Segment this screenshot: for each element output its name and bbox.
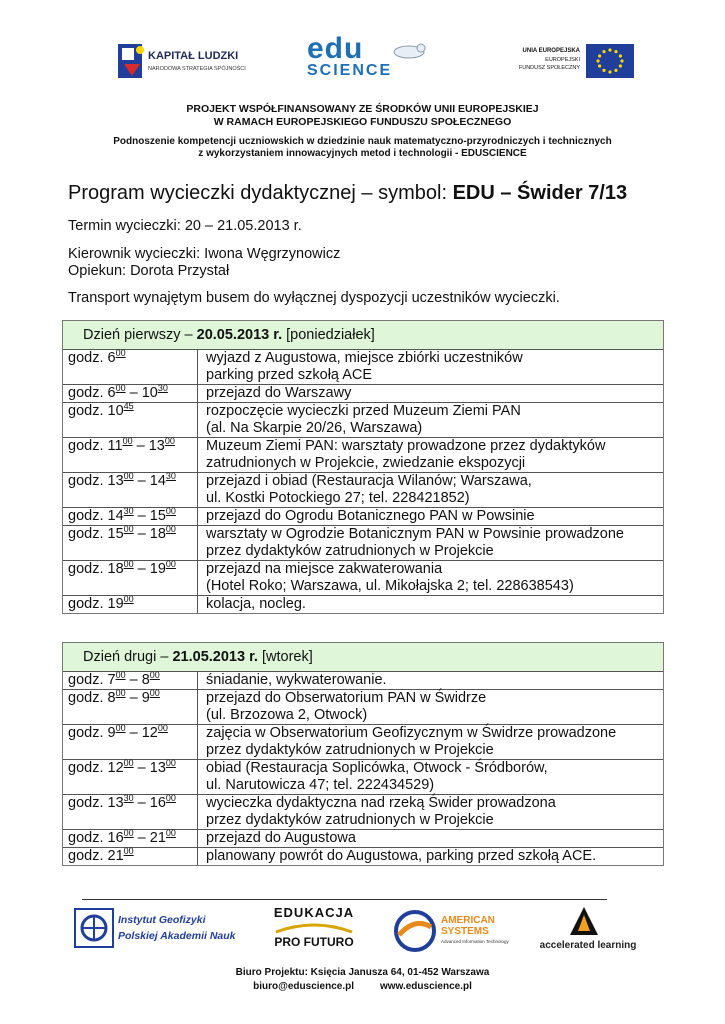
time-end-minutes: 00 (157, 723, 168, 733)
time-end-minutes: 00 (164, 436, 175, 446)
description-line-2: parking przed szkołą ACE (206, 367, 373, 383)
time-separator: – (125, 385, 142, 401)
table-row (63, 384, 663, 402)
description-line-2: zatrudnionych w Projekcie, zwiedzanie ekspozycji (206, 455, 526, 471)
header-line-4: z wykorzystaniem innowacyjnych metod i technologii - EDUSCIENCE (198, 148, 527, 159)
description-cell (198, 725, 663, 759)
description-cell (198, 473, 663, 507)
time-prefix: godz. (68, 760, 108, 776)
description-cell (198, 526, 663, 560)
time-end-hour: 16 (149, 795, 166, 811)
time-separator: – (125, 672, 142, 688)
time-end-hour: 8 (141, 672, 150, 688)
igf-pan-logo (74, 908, 234, 952)
table-row (63, 437, 663, 472)
header-line-2: W RAMACH EUROPEJSKIEGO FUNDUSZU SPOŁECZNEGO (213, 116, 512, 128)
time-end-hour: 18 (149, 526, 166, 542)
time-separator: – (125, 725, 142, 741)
time-start-hour: 9 (107, 725, 116, 741)
page-title-prefix: Program wycieczki dydaktycznej – symbol: (68, 182, 453, 204)
kapital-ludzki-subtitle: NARODOWA STRATEGIA SPÓJNOŚCI (148, 66, 246, 72)
accelerated-learning-label: accelerated learning (539, 940, 637, 951)
time-start-minutes: 00 (123, 828, 134, 838)
time-start-hour: 21 (107, 848, 124, 864)
description-line-2: przez dydaktyków zatrudnionych w Projekcie (206, 742, 494, 758)
time-prefix: godz. (68, 473, 108, 489)
trip-leader: Kierownik wycieczki: Iwona Węgrzynowicz (68, 246, 341, 262)
time-start-hour: 13 (107, 795, 124, 811)
description-cell (198, 438, 663, 472)
time-end-minutes: 00 (165, 524, 176, 534)
day1-rows (63, 350, 663, 613)
time-start-hour: 6 (107, 385, 116, 401)
description-line-2: (Hotel Roko; Warszawa, ul. Mikołajska 2; tel. 228638543) (206, 578, 574, 594)
accelerated-learning-triangle-icon (568, 905, 600, 937)
description-line-1: zajęcia w Obserwatorium Geofizycznym w Świdrze prowadzone (206, 725, 617, 741)
time-cell (63, 795, 198, 829)
time-separator: – (133, 526, 150, 542)
footer-website[interactable]: www.eduscience.pl (380, 981, 472, 992)
edukacja-pro-futuro-logo (254, 905, 374, 955)
table-row (63, 507, 663, 525)
description-line-1: wyjazd z Augustowa, miejsce zbiórki uczestników (206, 350, 523, 366)
time-prefix: godz. (68, 830, 108, 846)
footer-email[interactable]: biuro@eduscience.pl (253, 981, 354, 992)
trip-guardian: Opiekun: Dorota Przystał (68, 263, 230, 279)
time-separator: – (133, 508, 150, 524)
page-title-symbol: EDU – Świder 7/13 (452, 182, 628, 204)
time-start-minutes: 30 (123, 793, 134, 803)
time-end-minutes: 00 (165, 828, 176, 838)
description-cell (198, 385, 663, 402)
time-start-minutes: 00 (123, 846, 134, 856)
time-prefix: godz. (68, 795, 108, 811)
description-line-1: Muzeum Ziemi PAN: warsztaty prowadzone przez dydaktyków (206, 438, 606, 454)
day1-header-prefix: Dzień pierwszy – (83, 327, 197, 343)
time-start-hour: 10 (107, 403, 124, 419)
time-start-hour: 6 (107, 350, 116, 366)
time-end-hour: 9 (141, 690, 150, 706)
day2-rows (63, 672, 663, 865)
igf-line-1: Instytut Geofizyki (118, 914, 206, 926)
description-line-2: (ul. Brzozowa 2, Otwock) (206, 707, 368, 723)
time-prefix: godz. (68, 672, 108, 688)
edukacja-top: EDUKACJA (273, 905, 355, 920)
eduscience-logo (305, 32, 430, 80)
description-line-1: planowany powrót do Augustowa, parking przed szkołą ACE. (206, 848, 597, 864)
time-end-minutes: 00 (165, 506, 176, 516)
description-cell (198, 690, 663, 724)
time-start-minutes: 00 (115, 688, 126, 698)
american-systems-logo (393, 909, 523, 955)
eu-subtitle-2: FUNDUSZ SPOŁECZNY (518, 65, 580, 71)
description-line-1: obiad (Restauracja Soplicówka, Otwock - Śródborów, (206, 760, 548, 776)
day1-schedule-table (62, 320, 664, 614)
time-cell (63, 596, 198, 613)
time-cell (63, 672, 198, 689)
time-end-hour: 19 (149, 561, 166, 577)
description-line-1: przejazd na miejsce zakwaterowania (206, 561, 443, 577)
time-end-minutes: 30 (157, 383, 168, 393)
time-separator: – (133, 760, 150, 776)
time-start-hour: 12 (107, 760, 124, 776)
time-cell (63, 508, 198, 525)
time-separator: – (133, 830, 150, 846)
description-cell (198, 760, 663, 794)
time-start-minutes: 00 (123, 471, 134, 481)
time-separator: – (133, 561, 150, 577)
eu-subtitle-1: EUROPEJSKI (545, 57, 580, 63)
american-systems-globe-icon (393, 909, 437, 953)
table-row (63, 525, 663, 560)
time-end-hour: 14 (149, 473, 166, 489)
time-cell (63, 830, 198, 847)
igf-globe-icon (74, 908, 114, 948)
table-row (63, 350, 663, 384)
day2-schedule-table (62, 642, 664, 866)
table-row (63, 724, 663, 759)
time-cell (63, 526, 198, 560)
time-start-hour: 7 (107, 672, 116, 688)
time-start-minutes: 00 (122, 436, 133, 446)
day2-header-suffix: [wtorek] (257, 649, 313, 665)
description-cell (198, 596, 663, 613)
description-line-2: ul. Kostki Potockiego 27; tel. 228421852) (206, 490, 470, 506)
time-prefix: godz. (68, 690, 108, 706)
day1-header (63, 321, 663, 350)
eduscience-logo-bottom: SCIENCE (307, 62, 393, 79)
time-prefix: godz. (68, 403, 108, 419)
time-cell (63, 403, 198, 437)
description-line-2: przez dydaktyków zatrudnionych w Projekcie (206, 812, 494, 828)
time-cell (63, 848, 198, 865)
description-line-1: przejazd do Obserwatorium PAN w Świdrze (206, 690, 487, 706)
time-prefix: godz. (68, 526, 108, 542)
time-separator: – (125, 690, 142, 706)
description-line-1: przejazd do Ogrodu Botanicznego PAN w Powsinie (206, 508, 535, 524)
time-cell (63, 760, 198, 794)
time-end-hour: 13 (148, 438, 165, 454)
time-prefix: godz. (68, 848, 108, 864)
time-cell (63, 385, 198, 402)
igf-line-2: Polskiej Akademii Nauk (118, 930, 236, 942)
time-cell (63, 350, 198, 384)
table-row (63, 672, 663, 689)
time-start-hour: 14 (107, 508, 124, 524)
footer-address: Biuro Projektu: Księcia Janusza 64, 01-452 Warszawa (235, 967, 490, 978)
description-line-1: śniadanie, wykwaterowanie. (206, 672, 387, 688)
time-cell (63, 473, 198, 507)
description-line-1: przejazd do Warszawy (206, 385, 352, 401)
kapital-ludzki-emblem (112, 40, 148, 82)
table-row (63, 472, 663, 507)
time-cell (63, 690, 198, 724)
description-cell (198, 672, 663, 689)
header-line-1: PROJEKT WSPÓŁFINANSOWANY ZE ŚRODKÓW UNII EUROPEJSKIEJ (186, 103, 539, 115)
time-start-minutes: 00 (115, 348, 126, 358)
table-row (63, 794, 663, 829)
description-line-1: przejazd i obiad (Restauracja Wilanów; Warszawa, (206, 473, 532, 489)
american-line-1: AMERICAN (441, 915, 495, 926)
time-prefix: godz. (68, 385, 108, 401)
accelerated-learning-logo (532, 905, 644, 957)
time-separator: – (132, 438, 149, 454)
time-end-hour: 12 (141, 725, 158, 741)
time-start-hour: 16 (107, 830, 124, 846)
table-row (63, 847, 663, 865)
time-prefix: godz. (68, 508, 108, 524)
time-start-minutes: 30 (123, 506, 134, 516)
footer-contact (0, 980, 725, 994)
description-cell (198, 830, 663, 847)
time-end-minutes: 30 (165, 471, 176, 481)
description-line-2: przez dydaktyków zatrudnionych w Projekcie (206, 543, 494, 559)
description-cell (198, 848, 663, 865)
time-cell (63, 725, 198, 759)
description-cell (198, 561, 663, 595)
time-start-hour: 18 (107, 561, 124, 577)
description-line-1: warsztaty w Ogrodzie Botanicznym PAN w Powsinie prowadzone (206, 526, 624, 542)
description-line-2: ul. Narutowicza 47; tel. 222434529) (206, 777, 435, 793)
time-cell (63, 561, 198, 595)
edukacja-bottom: PRO FUTURO (274, 935, 354, 949)
time-prefix: godz. (68, 561, 108, 577)
time-prefix: godz. (68, 350, 108, 366)
time-separator: – (133, 795, 150, 811)
eu-flag-icon (586, 44, 634, 78)
time-start-minutes: 00 (115, 383, 126, 393)
time-end-minutes: 00 (165, 758, 176, 768)
time-start-minutes: 00 (123, 524, 134, 534)
table-row (63, 689, 663, 724)
description-cell (198, 403, 663, 437)
day1-header-date: 20.05.2013 r. (196, 327, 283, 343)
header-line-3: Podnoszenie kompetencji uczniowskich w dziedzinie nauk matematyczno-przyrodniczych i technicznych (113, 136, 612, 147)
trip-dates: Termin wycieczki: 20 – 21.05.2013 r. (68, 218, 302, 234)
footer-divider (82, 899, 607, 900)
time-start-hour: 11 (107, 438, 123, 454)
time-start-minutes: 00 (123, 594, 134, 604)
kapital-ludzki-title: KAPITAŁ LUDZKI (148, 50, 239, 62)
time-start-hour: 15 (107, 526, 124, 542)
time-end-hour: 15 (149, 508, 166, 524)
description-cell (198, 795, 663, 829)
description-line-1: kolacja, nocleg. (206, 596, 306, 612)
time-end-minutes: 00 (165, 559, 176, 569)
time-end-minutes: 00 (149, 688, 160, 698)
time-cell (63, 438, 198, 472)
table-row (63, 595, 663, 613)
day2-header-prefix: Dzień drugi – (83, 649, 173, 665)
description-line-1: przejazd do Augustowa (206, 830, 356, 846)
american-line-3: Advanced Information Technology (441, 939, 509, 944)
time-start-minutes: 00 (115, 723, 126, 733)
time-prefix: godz. (68, 725, 108, 741)
day1-header-suffix: [poniedziałek] (282, 327, 375, 343)
transport-note: Transport wynajętym busem do wyłącznej dyspozycji uczestników wycieczki. (68, 290, 560, 306)
time-start-hour: 8 (107, 690, 116, 706)
time-end-minutes: 00 (165, 793, 176, 803)
table-row (63, 560, 663, 595)
description-line-1: wycieczka dydaktyczna nad rzeką Świder prowadzona (206, 795, 556, 811)
eu-title: UNIA EUROPEJSKA (522, 48, 580, 54)
time-end-hour: 21 (149, 830, 166, 846)
time-end-hour: 13 (149, 760, 166, 776)
time-start-minutes: 00 (123, 559, 134, 569)
page-title (68, 182, 627, 205)
description-cell (198, 508, 663, 525)
time-start-minutes: 00 (115, 670, 126, 680)
time-end-minutes: 00 (149, 670, 160, 680)
time-start-minutes: 00 (123, 758, 134, 768)
eu-logo (512, 44, 637, 82)
polar-bear-icon (391, 40, 427, 60)
table-row (63, 759, 663, 794)
time-prefix: godz. (68, 438, 108, 454)
table-row (63, 829, 663, 847)
description-cell (198, 350, 663, 384)
american-line-2: SYSTEMS (441, 926, 489, 937)
table-row (63, 402, 663, 437)
description-line-1: rozpoczęcie wycieczki przed Muzeum Ziemi PAN (206, 403, 521, 419)
day2-header-date: 21.05.2013 r. (172, 649, 258, 665)
time-start-hour: 19 (107, 596, 124, 612)
time-separator: – (133, 473, 150, 489)
time-start-hour: 13 (107, 473, 124, 489)
kapital-ludzki-logo (112, 40, 252, 82)
time-start-minutes: 45 (123, 401, 134, 411)
description-line-2: (al. Na Skarpie 20/26, Warszawa) (206, 420, 423, 436)
day2-header (63, 643, 663, 672)
time-prefix: godz. (68, 596, 108, 612)
edukacja-swoosh-icon (274, 922, 354, 936)
time-end-hour: 10 (141, 385, 158, 401)
eduscience-logo-top: edu (307, 32, 364, 65)
